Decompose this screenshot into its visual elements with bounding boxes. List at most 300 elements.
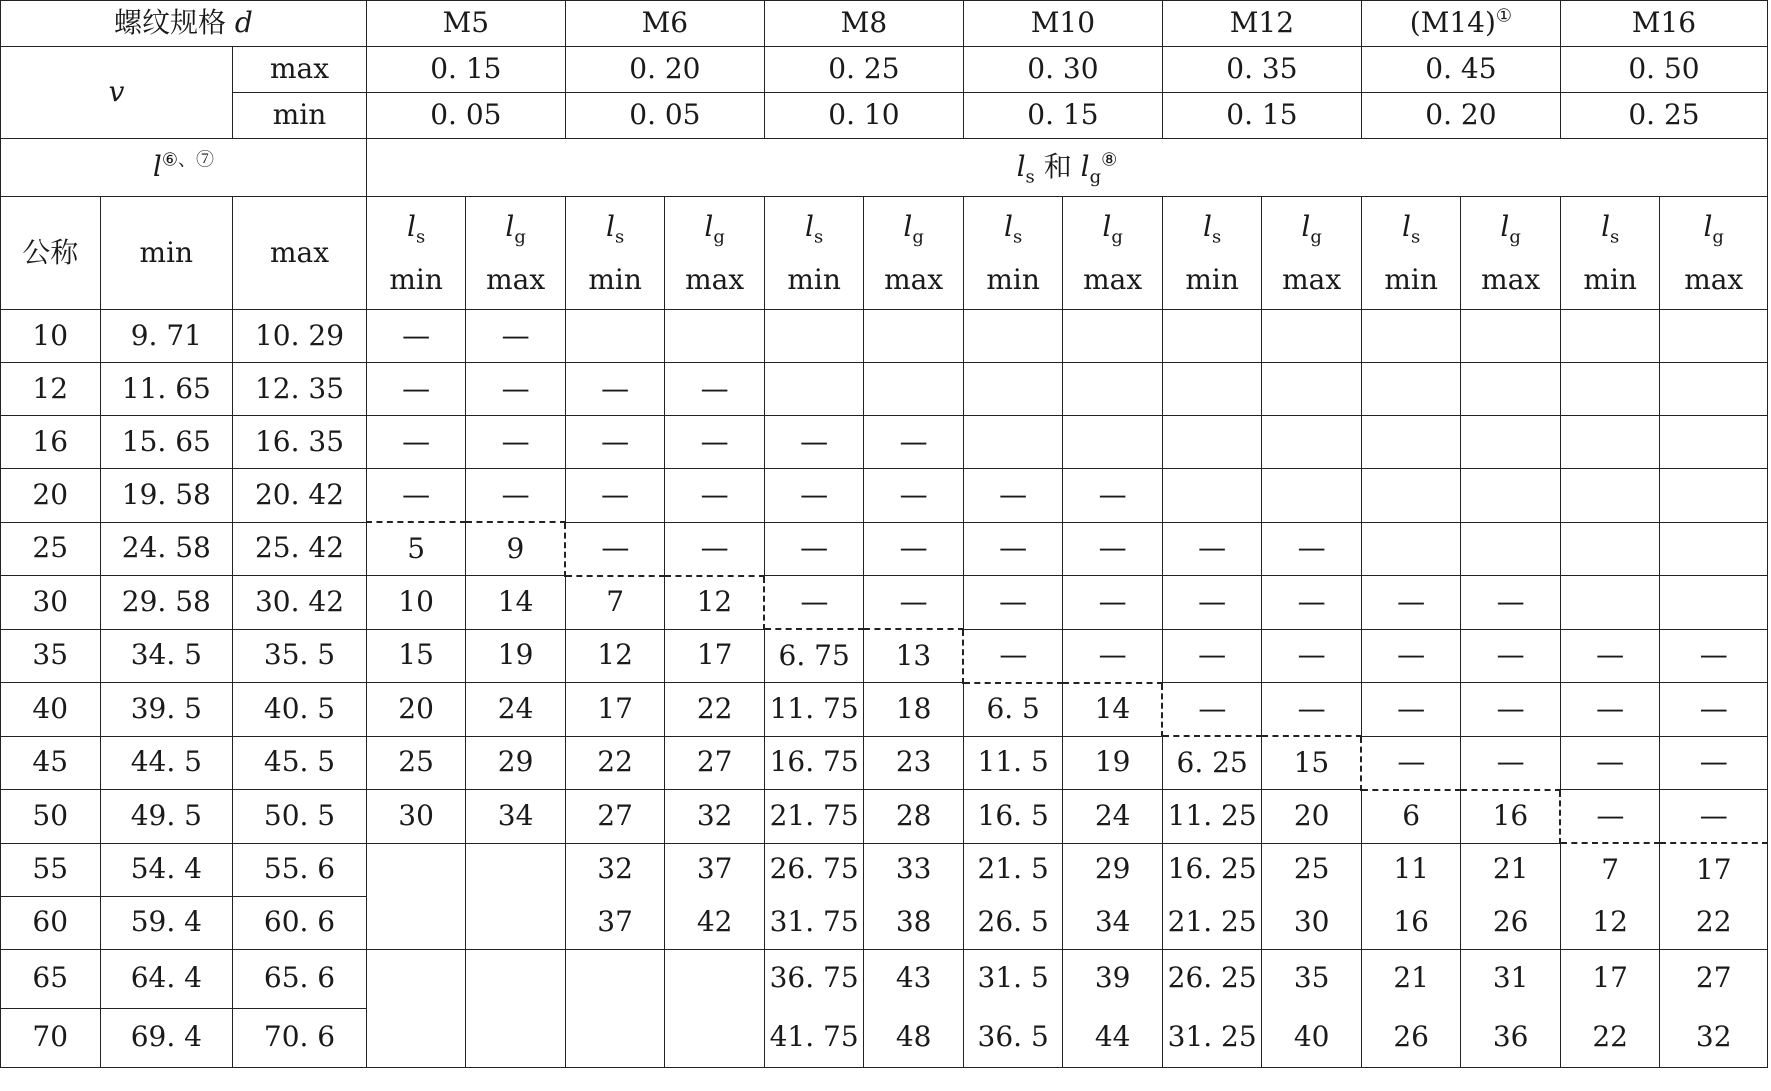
- ls-letter: l: [1004, 209, 1014, 243]
- length-min: 34. 5: [100, 629, 233, 683]
- v-min-value: 0. 05: [366, 93, 565, 139]
- lg-max-header: [1461, 197, 1561, 310]
- lg-subscript: g: [713, 226, 725, 248]
- lg-letter: l: [1703, 209, 1713, 243]
- ls-min-value: 26. 25: [1162, 949, 1262, 1008]
- ls-min-value: —: [1361, 683, 1461, 737]
- ls-min-value: —: [1560, 683, 1660, 737]
- v-max-row: [1, 47, 1768, 93]
- v-min-value: 0. 05: [565, 93, 764, 139]
- ls-min-value: [1162, 363, 1262, 416]
- lg-max-value: [1660, 363, 1768, 416]
- length-min: 59. 4: [100, 896, 233, 949]
- ls-min-value: [764, 310, 864, 363]
- ls-letter: l: [1402, 209, 1412, 243]
- nominal-length: 35: [1, 629, 101, 683]
- ls-subscript: s: [1212, 226, 1222, 248]
- ls-min-value: [1560, 416, 1660, 469]
- ls-min-value: [963, 363, 1063, 416]
- lg-max-header: [864, 197, 964, 310]
- ls-min-value: —: [565, 416, 665, 469]
- lg-max-value: 34: [1063, 896, 1163, 949]
- lg-max-value: 14: [1063, 683, 1163, 737]
- lg-max-text: max: [685, 263, 745, 296]
- lg-max-value: 18: [864, 683, 964, 737]
- table-row: [1, 576, 1768, 630]
- ls-min-value: 21. 75: [764, 790, 864, 844]
- lg-max-value: 16: [1461, 790, 1561, 844]
- lg-max-value: 22: [1660, 896, 1768, 949]
- thread-spec-label-cell: [1, 1, 367, 47]
- size-m10: M10: [963, 1, 1162, 47]
- ls-min-header: [764, 197, 864, 310]
- lg-max-value: 20: [1262, 790, 1362, 844]
- table-row: [1, 736, 1768, 790]
- table-row: [1, 629, 1768, 683]
- lg-max-value: [1461, 363, 1561, 416]
- l-notes: ⑥、⑦: [161, 149, 214, 171]
- size-m8: M8: [764, 1, 963, 47]
- ls-min-value: 21. 5: [963, 843, 1063, 896]
- ls-min-value: 26. 5: [963, 896, 1063, 949]
- ls-min-value: [963, 310, 1063, 363]
- lg-max-value: [665, 1008, 765, 1067]
- v-max-value: 0. 15: [366, 47, 565, 93]
- ls-min-text: min: [787, 263, 841, 296]
- lg-max-value: 26: [1461, 896, 1561, 949]
- lg-max-value: —: [466, 469, 566, 523]
- size-m14-note: ①: [1495, 5, 1513, 27]
- lg-subscript: g: [1712, 226, 1724, 248]
- lg-max-value: [1660, 310, 1768, 363]
- ls-symbol-cell: [1561, 200, 1660, 253]
- lg-letter: l: [903, 209, 913, 243]
- length-min: 19. 58: [100, 469, 233, 523]
- length-max: 16. 35: [233, 416, 367, 469]
- lg-symbol-cell: [1262, 200, 1361, 253]
- lg-max-value: [466, 896, 566, 949]
- lg-max-value: 24: [466, 683, 566, 737]
- ls-subscript: s: [1013, 226, 1023, 248]
- lg-max-text: max: [1282, 263, 1342, 296]
- ls-min-value: 12: [1560, 896, 1660, 949]
- ls-min-value: 36. 75: [764, 949, 864, 1008]
- ls-min-value: [1361, 363, 1461, 416]
- lg-max-value: 44: [1063, 1008, 1163, 1067]
- lg-max-value: —: [1660, 683, 1768, 737]
- lg-max-value: —: [1461, 576, 1561, 630]
- lg-max-header: [466, 197, 566, 310]
- lg-max-value: —: [1461, 629, 1561, 683]
- l-symbol: l: [152, 150, 162, 184]
- ls-min-value: —: [1162, 576, 1262, 630]
- nominal-length: 55: [1, 843, 101, 896]
- lg-max-text: max: [1684, 263, 1744, 296]
- lg-max-value: —: [1461, 736, 1561, 790]
- size-m5: M5: [366, 1, 565, 47]
- lg-max-value: 24: [1063, 790, 1163, 844]
- length-max: 50. 5: [233, 790, 367, 844]
- size-m16: M16: [1560, 1, 1767, 47]
- ls-min-value: —: [1361, 576, 1461, 630]
- lg-max-value: 42: [665, 896, 765, 949]
- v-min-value: 0. 15: [1162, 93, 1361, 139]
- ls-min-value: 6: [1361, 790, 1461, 844]
- lg-max-value: 17: [1660, 843, 1768, 896]
- lg-max-value: [1063, 363, 1163, 416]
- lg-max-value: 28: [864, 790, 964, 844]
- ls-min-value: 31. 75: [764, 896, 864, 949]
- lg-max-value: 22: [665, 683, 765, 737]
- ls-min-value: —: [764, 576, 864, 630]
- lg-max-value: 32: [665, 790, 765, 844]
- ls-min-value: —: [366, 469, 466, 523]
- ls-min-value: 37: [565, 896, 665, 949]
- v-min-value: 0. 10: [764, 93, 963, 139]
- lg-max-value: —: [665, 522, 765, 576]
- table-row: [1, 469, 1768, 523]
- lg-max-value: 15: [1262, 736, 1362, 790]
- length-max: 25. 42: [233, 522, 367, 576]
- thread-spec-var: d: [234, 6, 253, 40]
- lg-max-value: 30: [1262, 896, 1362, 949]
- table-row: [1, 522, 1768, 576]
- nominal-length: 20: [1, 469, 101, 523]
- ls-min-value: [565, 1008, 665, 1067]
- lg-max-value: [466, 949, 566, 1008]
- ls-min-value: —: [1162, 629, 1262, 683]
- ls-min-text: min: [1185, 263, 1239, 296]
- ls-symbol-cell: [1362, 200, 1461, 253]
- ls-min-value: [1560, 469, 1660, 523]
- v-max-value: 0. 50: [1560, 47, 1767, 93]
- thread-spec-header-row: [1, 1, 1768, 47]
- table-row: [1, 896, 1768, 949]
- lg-subscript: g: [1509, 226, 1521, 248]
- lg-max-value: 27: [665, 736, 765, 790]
- lg-max-value: [1063, 310, 1163, 363]
- ls-min-value: [1361, 416, 1461, 469]
- ls-subscript: s: [814, 226, 824, 248]
- ls-symbol-cell: [964, 200, 1063, 253]
- length-min: 44. 5: [100, 736, 233, 790]
- lg-max-value: —: [466, 363, 566, 416]
- ls-min-value: —: [1361, 736, 1461, 790]
- ls-min-value: 7: [565, 576, 665, 630]
- ls-letter: l: [407, 209, 416, 243]
- and-text: 和: [1043, 150, 1072, 184]
- length-min: 54. 4: [100, 843, 233, 896]
- lg-symbol-cell: [1461, 200, 1560, 253]
- lg-max-value: [1262, 469, 1362, 523]
- lg-max-value: [1660, 576, 1768, 630]
- nominal-length: 45: [1, 736, 101, 790]
- lg-max-text: max: [1083, 263, 1143, 296]
- ls-min-value: 16. 25: [1162, 843, 1262, 896]
- table-row: [1, 790, 1768, 844]
- length-max: 12. 35: [233, 363, 367, 416]
- ls-min-value: [1361, 522, 1461, 576]
- ls-min-value: —: [1560, 790, 1660, 844]
- length-min: 24. 58: [100, 522, 233, 576]
- ls-min-value: [1361, 310, 1461, 363]
- length-max: 10. 29: [233, 310, 367, 363]
- ls-min-value: —: [1361, 629, 1461, 683]
- ls-min-value: —: [1560, 736, 1660, 790]
- lg-subscript: g: [1310, 226, 1322, 248]
- lg-max-value: [665, 949, 765, 1008]
- ls-min-value: 12: [565, 629, 665, 683]
- ls-min-value: —: [1162, 522, 1262, 576]
- ls-min-value: —: [764, 522, 864, 576]
- ls-subscript: s: [1610, 226, 1620, 248]
- ls-min-value: 25: [366, 736, 466, 790]
- ls-min-value: —: [963, 576, 1063, 630]
- l-header-row: [1, 139, 1768, 197]
- size-m6: M6: [565, 1, 764, 47]
- ls-min-value: 31. 5: [963, 949, 1063, 1008]
- lg-max-value: [864, 363, 964, 416]
- ls-min-value: 16: [1361, 896, 1461, 949]
- lg-max-value: 48: [864, 1008, 964, 1067]
- ls-min-header: [1361, 197, 1461, 310]
- length-min: 15. 65: [100, 416, 233, 469]
- lg-max-value: —: [1461, 683, 1561, 737]
- ls-min-value: 6. 25: [1162, 736, 1262, 790]
- lg-symbol-cell: [1063, 200, 1162, 253]
- lg-max-value: [1660, 522, 1768, 576]
- lg-max-value: —: [864, 416, 964, 469]
- ls-sub: s: [1025, 166, 1035, 188]
- ls-min-value: 22: [1560, 1008, 1660, 1067]
- ls-min-text: min: [986, 263, 1040, 296]
- lg-max-value: 21: [1461, 843, 1561, 896]
- ls-min-text: min: [1384, 263, 1438, 296]
- lg-letter: l: [704, 209, 714, 243]
- ls-min-value: [1560, 363, 1660, 416]
- ls-min-value: —: [565, 469, 665, 523]
- ls-min-value: 22: [565, 736, 665, 790]
- size-m12: M12: [1162, 1, 1361, 47]
- length-min: 11. 65: [100, 363, 233, 416]
- ls-min-value: —: [764, 416, 864, 469]
- lg-max-value: —: [665, 469, 765, 523]
- ls-min-value: —: [1162, 683, 1262, 737]
- sub-header-row: [1, 197, 1768, 310]
- lg-max-value: 37: [665, 843, 765, 896]
- lg-max-value: 27: [1660, 949, 1768, 1008]
- ls-min-header: [565, 197, 665, 310]
- ls-min-value: [1560, 522, 1660, 576]
- ls-min-value: —: [366, 310, 466, 363]
- v-max-value: 0. 20: [565, 47, 764, 93]
- nominal-length: 50: [1, 790, 101, 844]
- table-row: [1, 949, 1768, 1008]
- lg-max-value: —: [466, 416, 566, 469]
- ls-min-value: [565, 949, 665, 1008]
- lg-letter: l: [1301, 209, 1311, 243]
- nominal-length: 40: [1, 683, 101, 737]
- ls-min-value: 11. 5: [963, 736, 1063, 790]
- lg-max-value: 13: [864, 629, 964, 683]
- lg-max-value: 38: [864, 896, 964, 949]
- ls-min-value: —: [565, 363, 665, 416]
- nominal-length: 25: [1, 522, 101, 576]
- lg-max-value: [1461, 416, 1561, 469]
- lg-letter: l: [1500, 209, 1510, 243]
- ls-min-value: 21: [1361, 949, 1461, 1008]
- lg-subscript: g: [912, 226, 924, 248]
- lg-max-value: 34: [466, 790, 566, 844]
- lg-max-text: max: [884, 263, 944, 296]
- lg-max-value: 40: [1262, 1008, 1362, 1067]
- nominal-length: 30: [1, 576, 101, 630]
- ls-min-text: min: [1583, 263, 1637, 296]
- length-min: 69. 4: [100, 1008, 233, 1067]
- nominal-length: 12: [1, 363, 101, 416]
- length-max: 70. 6: [233, 1008, 367, 1067]
- ls-min-value: 20: [366, 683, 466, 737]
- lg-max-value: 17: [665, 629, 765, 683]
- lg-max-value: —: [1262, 522, 1362, 576]
- l-min-label: min: [100, 197, 233, 310]
- length-max: 35. 5: [233, 629, 367, 683]
- ls-min-value: —: [764, 469, 864, 523]
- length-min: 9. 71: [100, 310, 233, 363]
- lg-max-value: —: [1660, 790, 1768, 844]
- ls-min-value: 21. 25: [1162, 896, 1262, 949]
- lg-max-value: [1461, 310, 1561, 363]
- ls-min-value: [366, 949, 466, 1008]
- nominal-length: 16: [1, 416, 101, 469]
- lg-max-value: 39: [1063, 949, 1163, 1008]
- lg-max-header: [1660, 197, 1768, 310]
- ls-min-value: 17: [565, 683, 665, 737]
- v-max-value: 0. 30: [963, 47, 1162, 93]
- lg-max-value: 19: [466, 629, 566, 683]
- length-max: 45. 5: [233, 736, 367, 790]
- v-min-value: 0. 25: [1560, 93, 1767, 139]
- ls-min-value: [1162, 469, 1262, 523]
- ls-letter: l: [1601, 209, 1611, 243]
- v-min-label: min: [233, 93, 367, 139]
- lg-max-value: —: [864, 522, 964, 576]
- lg-subscript: g: [1111, 226, 1123, 248]
- lg-max-value: [864, 310, 964, 363]
- length-min: 64. 4: [100, 949, 233, 1008]
- length-max: 65. 6: [233, 949, 367, 1008]
- ls-min-value: 5: [366, 522, 466, 576]
- lg-max-text: max: [1481, 263, 1541, 296]
- ls-min-value: 27: [565, 790, 665, 844]
- lg-max-value: 9: [466, 522, 566, 576]
- lg-subscript: g: [514, 226, 526, 248]
- ls-min-value: —: [366, 416, 466, 469]
- ls-min-value: —: [1560, 629, 1660, 683]
- ls-min-value: —: [963, 522, 1063, 576]
- nominal-length: 65: [1, 949, 101, 1008]
- lg-max-value: 29: [1063, 843, 1163, 896]
- lg-max-value: [1461, 469, 1561, 523]
- ls-min-value: 17: [1560, 949, 1660, 1008]
- table-row: [1, 683, 1768, 737]
- ls-min-header: [963, 197, 1063, 310]
- lg-max-value: [466, 843, 566, 896]
- ls-min-value: [1361, 469, 1461, 523]
- lg-sub: g: [1089, 166, 1102, 188]
- lg-max-header: [1262, 197, 1362, 310]
- ls-min-value: —: [565, 522, 665, 576]
- v-max-value: 0. 45: [1361, 47, 1560, 93]
- v-symbol: v: [1, 47, 233, 139]
- lg-max-value: —: [466, 310, 566, 363]
- length-max: 20. 42: [233, 469, 367, 523]
- lg-max-value: 35: [1262, 949, 1362, 1008]
- length-max: 55. 6: [233, 843, 367, 896]
- ls-min-value: —: [366, 363, 466, 416]
- lg-max-value: [665, 310, 765, 363]
- size-m14: [1361, 1, 1560, 47]
- lg-symbol-cell: [864, 200, 963, 253]
- l-max-label: max: [233, 197, 367, 310]
- ls-symbol-cell: [367, 200, 466, 253]
- lg-max-value: —: [1063, 576, 1163, 630]
- lg-max-value: 29: [466, 736, 566, 790]
- ls-min-value: [1560, 310, 1660, 363]
- ls-min-value: 26: [1361, 1008, 1461, 1067]
- ls-min-value: 11: [1361, 843, 1461, 896]
- lg-max-value: 31: [1461, 949, 1561, 1008]
- length-max: 60. 6: [233, 896, 367, 949]
- ls-min-header: [1162, 197, 1262, 310]
- lg-max-value: —: [665, 363, 765, 416]
- thread-spec-label: 螺纹规格: [114, 6, 227, 40]
- l-header-cell: [1, 139, 367, 197]
- lg-max-value: [466, 1008, 566, 1067]
- length-min: 29. 58: [100, 576, 233, 630]
- v-min-value: 0. 20: [1361, 93, 1560, 139]
- length-min: 39. 5: [100, 683, 233, 737]
- lg-symbol-cell: [466, 200, 565, 253]
- lg-max-value: [1262, 363, 1362, 416]
- lg-max-value: [1262, 416, 1362, 469]
- lg-max-value: 12: [665, 576, 765, 630]
- ls-min-value: [1560, 576, 1660, 630]
- lg-max-value: 23: [864, 736, 964, 790]
- lg-max-value: 33: [864, 843, 964, 896]
- lg-max-header: [665, 197, 765, 310]
- lg-max-value: —: [864, 469, 964, 523]
- lg-max-value: [1063, 416, 1163, 469]
- length-max: 40. 5: [233, 683, 367, 737]
- v-min-row: [1, 93, 1768, 139]
- ls-min-value: 6. 75: [764, 629, 864, 683]
- ls-subscript: s: [614, 226, 625, 248]
- ls-min-value: [366, 843, 466, 896]
- ls-subscript: s: [415, 226, 426, 248]
- lg-max-value: —: [1063, 522, 1163, 576]
- ls-min-value: 30: [366, 790, 466, 844]
- ls-letter: l: [606, 209, 615, 243]
- lg-symbol-cell: [1660, 200, 1767, 253]
- ls-min-value: 32: [565, 843, 665, 896]
- lslg-note: ⑧: [1101, 149, 1118, 171]
- ls-min-value: 7: [1560, 843, 1660, 896]
- ls-min-value: 11. 75: [764, 683, 864, 737]
- ls-min-value: —: [963, 629, 1063, 683]
- lg-symbol-cell: [665, 200, 764, 253]
- lg-max-value: —: [864, 576, 964, 630]
